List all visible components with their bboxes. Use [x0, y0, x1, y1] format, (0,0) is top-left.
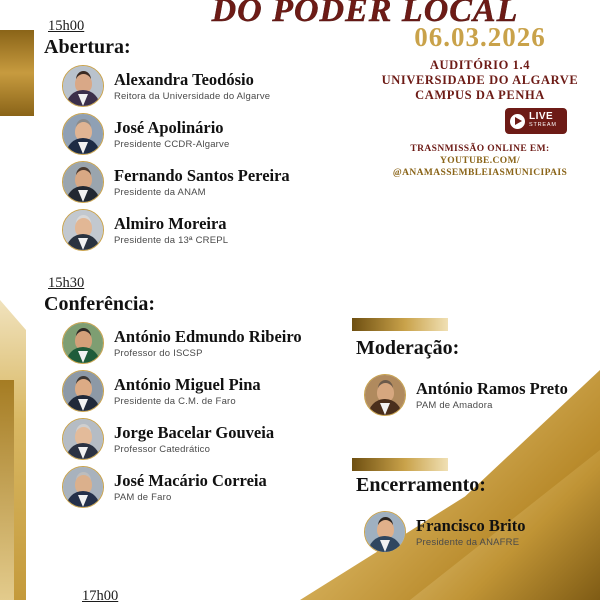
person-name: António Edmundo Ribeiro [114, 326, 302, 346]
live-badge-line2: STREAM [529, 122, 557, 128]
person-name: António Miguel Pina [114, 374, 261, 394]
venue-line-3: CAMPUS DA PENHA [415, 88, 545, 102]
avatar [62, 161, 104, 203]
avatar [62, 322, 104, 364]
person-role: Presidente da C.M. de Faro [114, 395, 236, 407]
list-item [62, 466, 350, 508]
person-name: António Ramos Preto [416, 378, 568, 398]
stream-handle: @ANAMASSEMBLEIASMUNICIPAIS [392, 168, 568, 178]
person-name: Almiro Moreira [114, 213, 227, 233]
list-item [62, 370, 350, 412]
person-role: Professor do ISCSP [114, 347, 203, 359]
section-time-abertura: 15h00 [48, 18, 85, 34]
person-role: Presidente da 13ª CREPL [114, 234, 229, 246]
event-date: 06.03.2026 [414, 22, 546, 52]
closing-time: 17h00 [82, 588, 119, 604]
stream-label: TRASNMISSÃO ONLINE EM: [410, 144, 550, 154]
person-name: Jorge Bacelar Gouveia [114, 422, 275, 442]
person-role: Professor Catedrático [114, 443, 211, 455]
person-role: Presidente CCDR-Algarve [114, 138, 230, 150]
list-item [62, 322, 350, 364]
list-item [62, 113, 350, 155]
list-item [364, 511, 600, 553]
person-role: Reitora da Universidade do Algarve [114, 90, 271, 102]
list-item [62, 209, 350, 251]
person-role: Presidente da ANAFRE [416, 536, 520, 548]
venue-line-2: UNIVERSIDADE DO ALGARVE [381, 73, 579, 87]
avatar [62, 466, 104, 508]
person-role: PAM de Faro [114, 491, 172, 503]
section-title-abertura: Abertura: [44, 36, 131, 58]
list-item [364, 374, 600, 416]
section-time-conferencia: 15h30 [48, 275, 85, 291]
list-item [62, 418, 350, 460]
section-title-conferencia: Conferência: [44, 293, 156, 315]
avatar [62, 65, 104, 107]
venue-line-1: AUDITÓRIO 1.4 [429, 58, 531, 72]
page-title: DO PODER LOCAL [211, 0, 519, 29]
list-item [62, 65, 350, 107]
list-item [62, 161, 350, 203]
avatar [62, 113, 104, 155]
avatar [62, 418, 104, 460]
avatar [62, 370, 104, 412]
right-column [350, 0, 600, 553]
schedule-column [0, 0, 350, 514]
stream-url: YOUTUBE.COM/ [439, 156, 520, 166]
person-name: Fernando Santos Pereira [114, 165, 290, 185]
person-name: Alexandra Teodósio [114, 69, 254, 89]
section-title-moderacao: Moderação: [356, 337, 460, 359]
person-role: Presidente da ANAM [114, 186, 206, 198]
avatar [62, 209, 104, 251]
person-role: PAM de Amadora [416, 399, 493, 411]
person-name: José Apolinário [114, 117, 224, 137]
live-badge-line1: LIVE [529, 111, 554, 122]
avatar [364, 374, 406, 416]
avatar [364, 511, 406, 553]
person-name: Francisco Brito [416, 515, 526, 535]
section-title-encerramento: Encerramento: [356, 474, 486, 496]
person-name: José Macário Correia [114, 470, 267, 490]
